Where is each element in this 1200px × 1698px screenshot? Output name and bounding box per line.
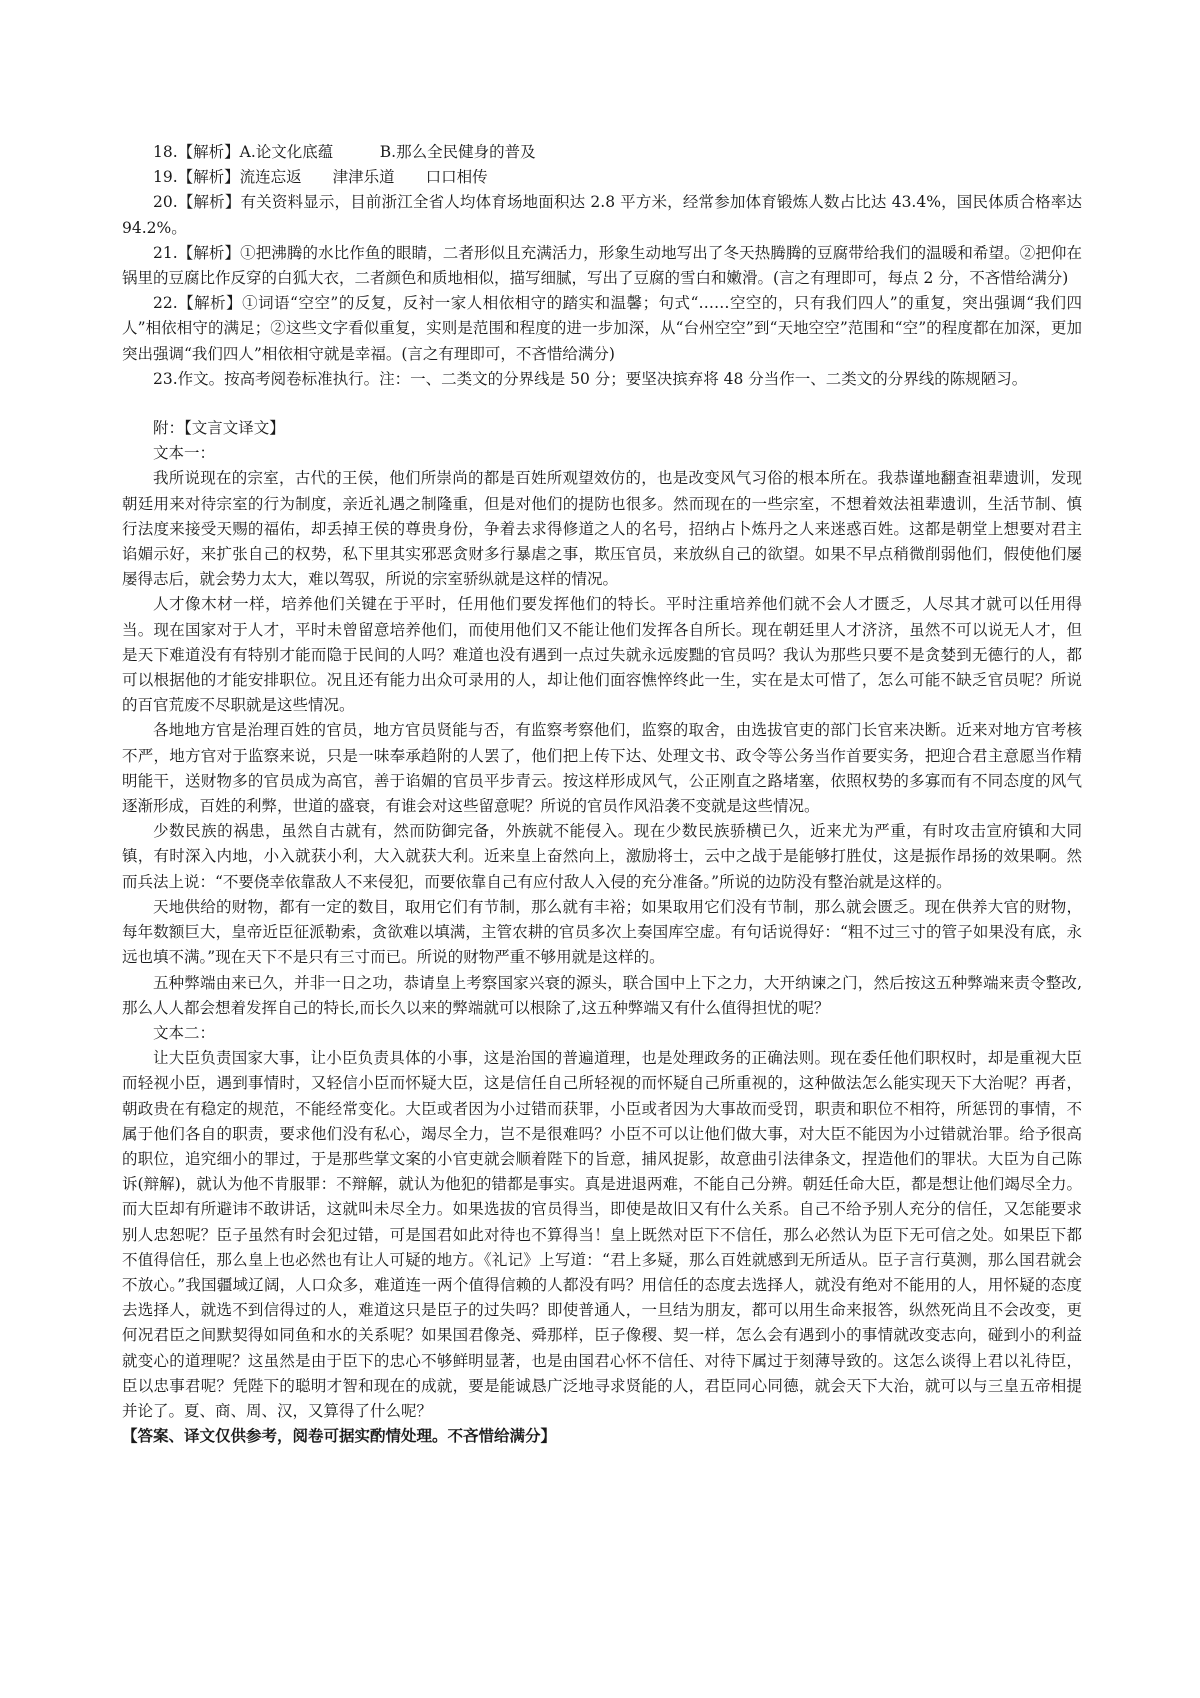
text1-label: 文本一：: [153, 444, 216, 463]
text1-paragraph-1: 我所说现在的宗室，古代的王侯，他们所崇尚的都是百姓所观望效仿的，也是改变风气习俗的根本所在。我恭谨地翻查祖辈遗训，发现朝廷用来对待宗室的行为制度，亲近礼遇之制隆重，但是对他们的提防也很多。然而现在的一些宗室，不想着效法祖辈遗训，生活节制、慎行法度来接受天赐的福佑，却丢掉王侯的尊贵身份，争着去求得修道之人的名号，招纳占卜炼丹之人来迷惑百姓。这都是朝堂上想要对君主谄媚示好，来扩张自己的权势，私下里其实邪恶贪财多行暴虐之事，欺压官员，来放纵自己的欲望。如果不早点稍微削弱他们，假使他们屡屡得志后，就会势力太大，难以驾驭，所说的宗室骄纵就是这样的情况。: [122, 469, 1082, 589]
text2-label: 文本二：: [153, 1023, 216, 1042]
answer-19: 19.【解析】流连忘返 津津乐道 口口相传: [153, 168, 488, 187]
footer-note: 【答案、译文仅供参考，阅卷可据实酌情处理。不吝惜给满分】: [122, 1427, 557, 1446]
answer-23: 23.作文。按高考阅卷标准执行。注：一、二类文的分界线是 50 分；要坚决摈弃将 48 分当作一、二类文的分界线的陈规陋习。: [153, 369, 1028, 388]
text1-paragraph-4: 少数民族的祸患，虽然自古就有，然而防御完备，外族就不能侵入。现在少数民族骄横已久，近来尤为严重，有时攻击宣府镇和大同镇，有时深入内地，小入就获小利，大入就获大利。近来皇上奋然向上，激励将士，云中之战于是能够打胜仗，这是振作昂扬的效果啊。然而兵法上说：“不要侥幸依靠敌人不来侵犯，而要依靠自己有应付敌人入侵的充分准备。”所说的边防没有整治就是这样的。: [122, 822, 1082, 891]
text1-paragraph-3: 各地地方官是治理百姓的官员，地方官员贤能与否，有监察考察他们，监察的取舍，由选拔官吏的部门长官来决断。近来对地方官考核不严，地方官对于监察来说，只是一味奉承趋附的人罢了，他们把上传下达、处理文书、政令等公务当作首要实务，把迎合君主意愿当作精明能干，送财物多的官员成为高官，善于谄媚的官员平步青云。按这样形成风气，公正刚直之路堵塞，依照权势的多寡而有不同态度的风气逐渐形成，百姓的利弊，世道的盛衰，有谁会对这些留意呢？所说的官员作风沿袭不变就是这些情况。: [122, 721, 1082, 816]
document-body: [122, 140, 1082, 1449]
answer-20: 20.【解析】有关资料显示，目前浙江全省人均体育场地面积达 2.8 平方米，经常参加体育锻炼人数占比达 43.4%，国民体质合格率达 94.2%。: [122, 193, 1082, 237]
text1-paragraph-6: 五种弊端由来已久，并非一日之功，恭请皇上考察国家兴衰的源头，联合国中上下之力，大开纳谏之门，然后按这五种弊端来责令整改,那么人人都会想着发挥自己的特长,而长久以来的弊端就可以根除了,这五种弊端又有什么值得担忧的呢？: [122, 973, 1082, 1017]
text1-paragraph-5: 天地供给的财物，都有一定的数目，取用它们有节制，那么就有丰裕；如果取用它们没有节制，那么就会匮乏。现在供养大官的财物，每年数额巨大，皇帝近臣征派勒索，贪欲难以填满，主管农耕的官员多次上奏国库空虚。有句话说得好：“粗不过三寸的管子如果没有底，永远也填不满。”现在天下不是只有三寸而已。所说的财物严重不够用就是这样的。: [122, 897, 1082, 967]
appendix-title: 附：【文言文译文】: [153, 419, 285, 438]
answer-22: 22.【解析】①词语“空空”的反复，反衬一家人相依相守的踏实和温馨；句式“……空空的，只有我们四人”的重复，突出强调“我们四人”相依相守的满足；②这些文字看似重复，实则是范围和程度的进一步加深，从“台州空空”到“天地空空”范围和“空”的程度都在加深，更加突出强调“我们四人”相依相守就是幸福。(言之有理即可，不吝惜给满分): [122, 294, 1082, 363]
answer-21: 21.【解析】①把沸腾的水比作鱼的眼睛，二者形似且充满活力，形象生动地写出了冬天热腾腾的豆腐带给我们的温暖和希望。②把仰在锅里的豆腐比作反穿的白狐大衣，二者颜色和质地相似，描写细腻，写出了豆腐的雪白和嫩滑。(言之有理即可，每点 2 分，不吝惜给满分): [122, 243, 1082, 288]
text1-paragraph-2: 人才像木材一样，培养他们关键在于平时，任用他们要发挥他们的特长。平时注重培养他们就不会人才匮乏，人尽其才就可以任用得当。现在国家对于人才，平时未曾留意培养他们，而使用他们又不能让他们发挥各自所长。现在朝廷里人才济济，虽然不可以说无人才，但是天下难道没有有特别才能而隐于民间的人吗？难道也没有遇到一点过失就永远废黜的官员吗？我认为那些只要不是贪婪到无德行的人，都可以根据他的才能安排职位。况且还有能力出众可录用的人，却让他们面容憔悴终此一生，实在是太可惜了，怎么可能不缺乏官员呢？所说的百官荒废不尽职就是这些情况。: [122, 595, 1082, 715]
section-gap: [122, 392, 1082, 416]
text2-paragraph-1: 让大臣负责国家大事，让小臣负责具体的小事，这是治国的普遍道理，也是处理政务的正确法则。现在委任他们职权时，却是重视大臣而轻视小臣，遇到事情时，又轻信小臣而怀疑大臣，这是信任自己所轻视的而怀疑自己所重视的，这种做法怎么能实现天下大治呢？再者，朝政贵在有稳定的规范，不能经常变化。大臣或者因为小过错而获罪，小臣或者因为大事故而受罚，职责和职位不相符，所惩罚的事情，不属于他们各自的职责，要求他们没有私心，竭尽全力，岂不是很难吗？小臣不可以让他们做大事，对大臣不能因为小过错就治罪。给予很高的职位，追究细小的罪过，于是那些掌文案的小官吏就会顺着陛下的旨意，捕风捉影，故意曲引法律条文，捏造他们的罪状。大臣为自己陈诉(辩解)，就认为他不肯服罪：不辩解，就认为他犯的错都是事实。真是进退两难，不能自己分辨。朝廷任命大臣，都是想让他们竭尽全力。而大臣却有所避讳不敢讲话，这就叫未尽全力。如果选拔的官员得当，即使是故旧又有什么关系。自己不给予别人充分的信任，又怎能要求别人忠恕呢？臣子虽然有时会犯过错，可是国君如此对待也不算得当！皇上既然对臣下不信任，那么必然认为臣下无可信之处。如果臣下都不值得信任，那么皇上也必然也有让人可疑的地方。《礼记》上写道：“君上多疑，那么百姓就感到无所适从。臣子言行莫测，那么国君就会不放心。”我国疆域辽阔，人口众多，难道连一两个值得信赖的人都没有吗？用信任的态度去选择人，就没有绝对不能用的人，用怀疑的态度去选择人，就选不到信得过的人，难道这只是臣子的过失吗？即使普通人，一旦结为朋友，都可以用生命来报答，纵然死尚且不会改变，更何况君臣之间默契得如同鱼和水的关系呢？如果国君像尧、舜那样，臣子像稷、契一样，怎么会有遇到小的事情就改变志向，碰到小的利益就变心的道理呢？这虽然是由于臣下的忠心不够鲜明显著，也是由国君心怀不信任、对待下属过于刻薄导致的。这怎么谈得上君以礼待臣，臣以忠事君呢？凭陛下的聪明才智和现在的成就，要是能诚恳广泛地寻求贤能的人，君臣同心同德，就会天下大治，就可以与三皇五帝相提并论了。夏、商、周、汉，又算得了什么呢？: [122, 1049, 1082, 1420]
answer-18: 18.【解析】A.论文化底蕴 B.那么全民健身的普及: [153, 143, 536, 161]
